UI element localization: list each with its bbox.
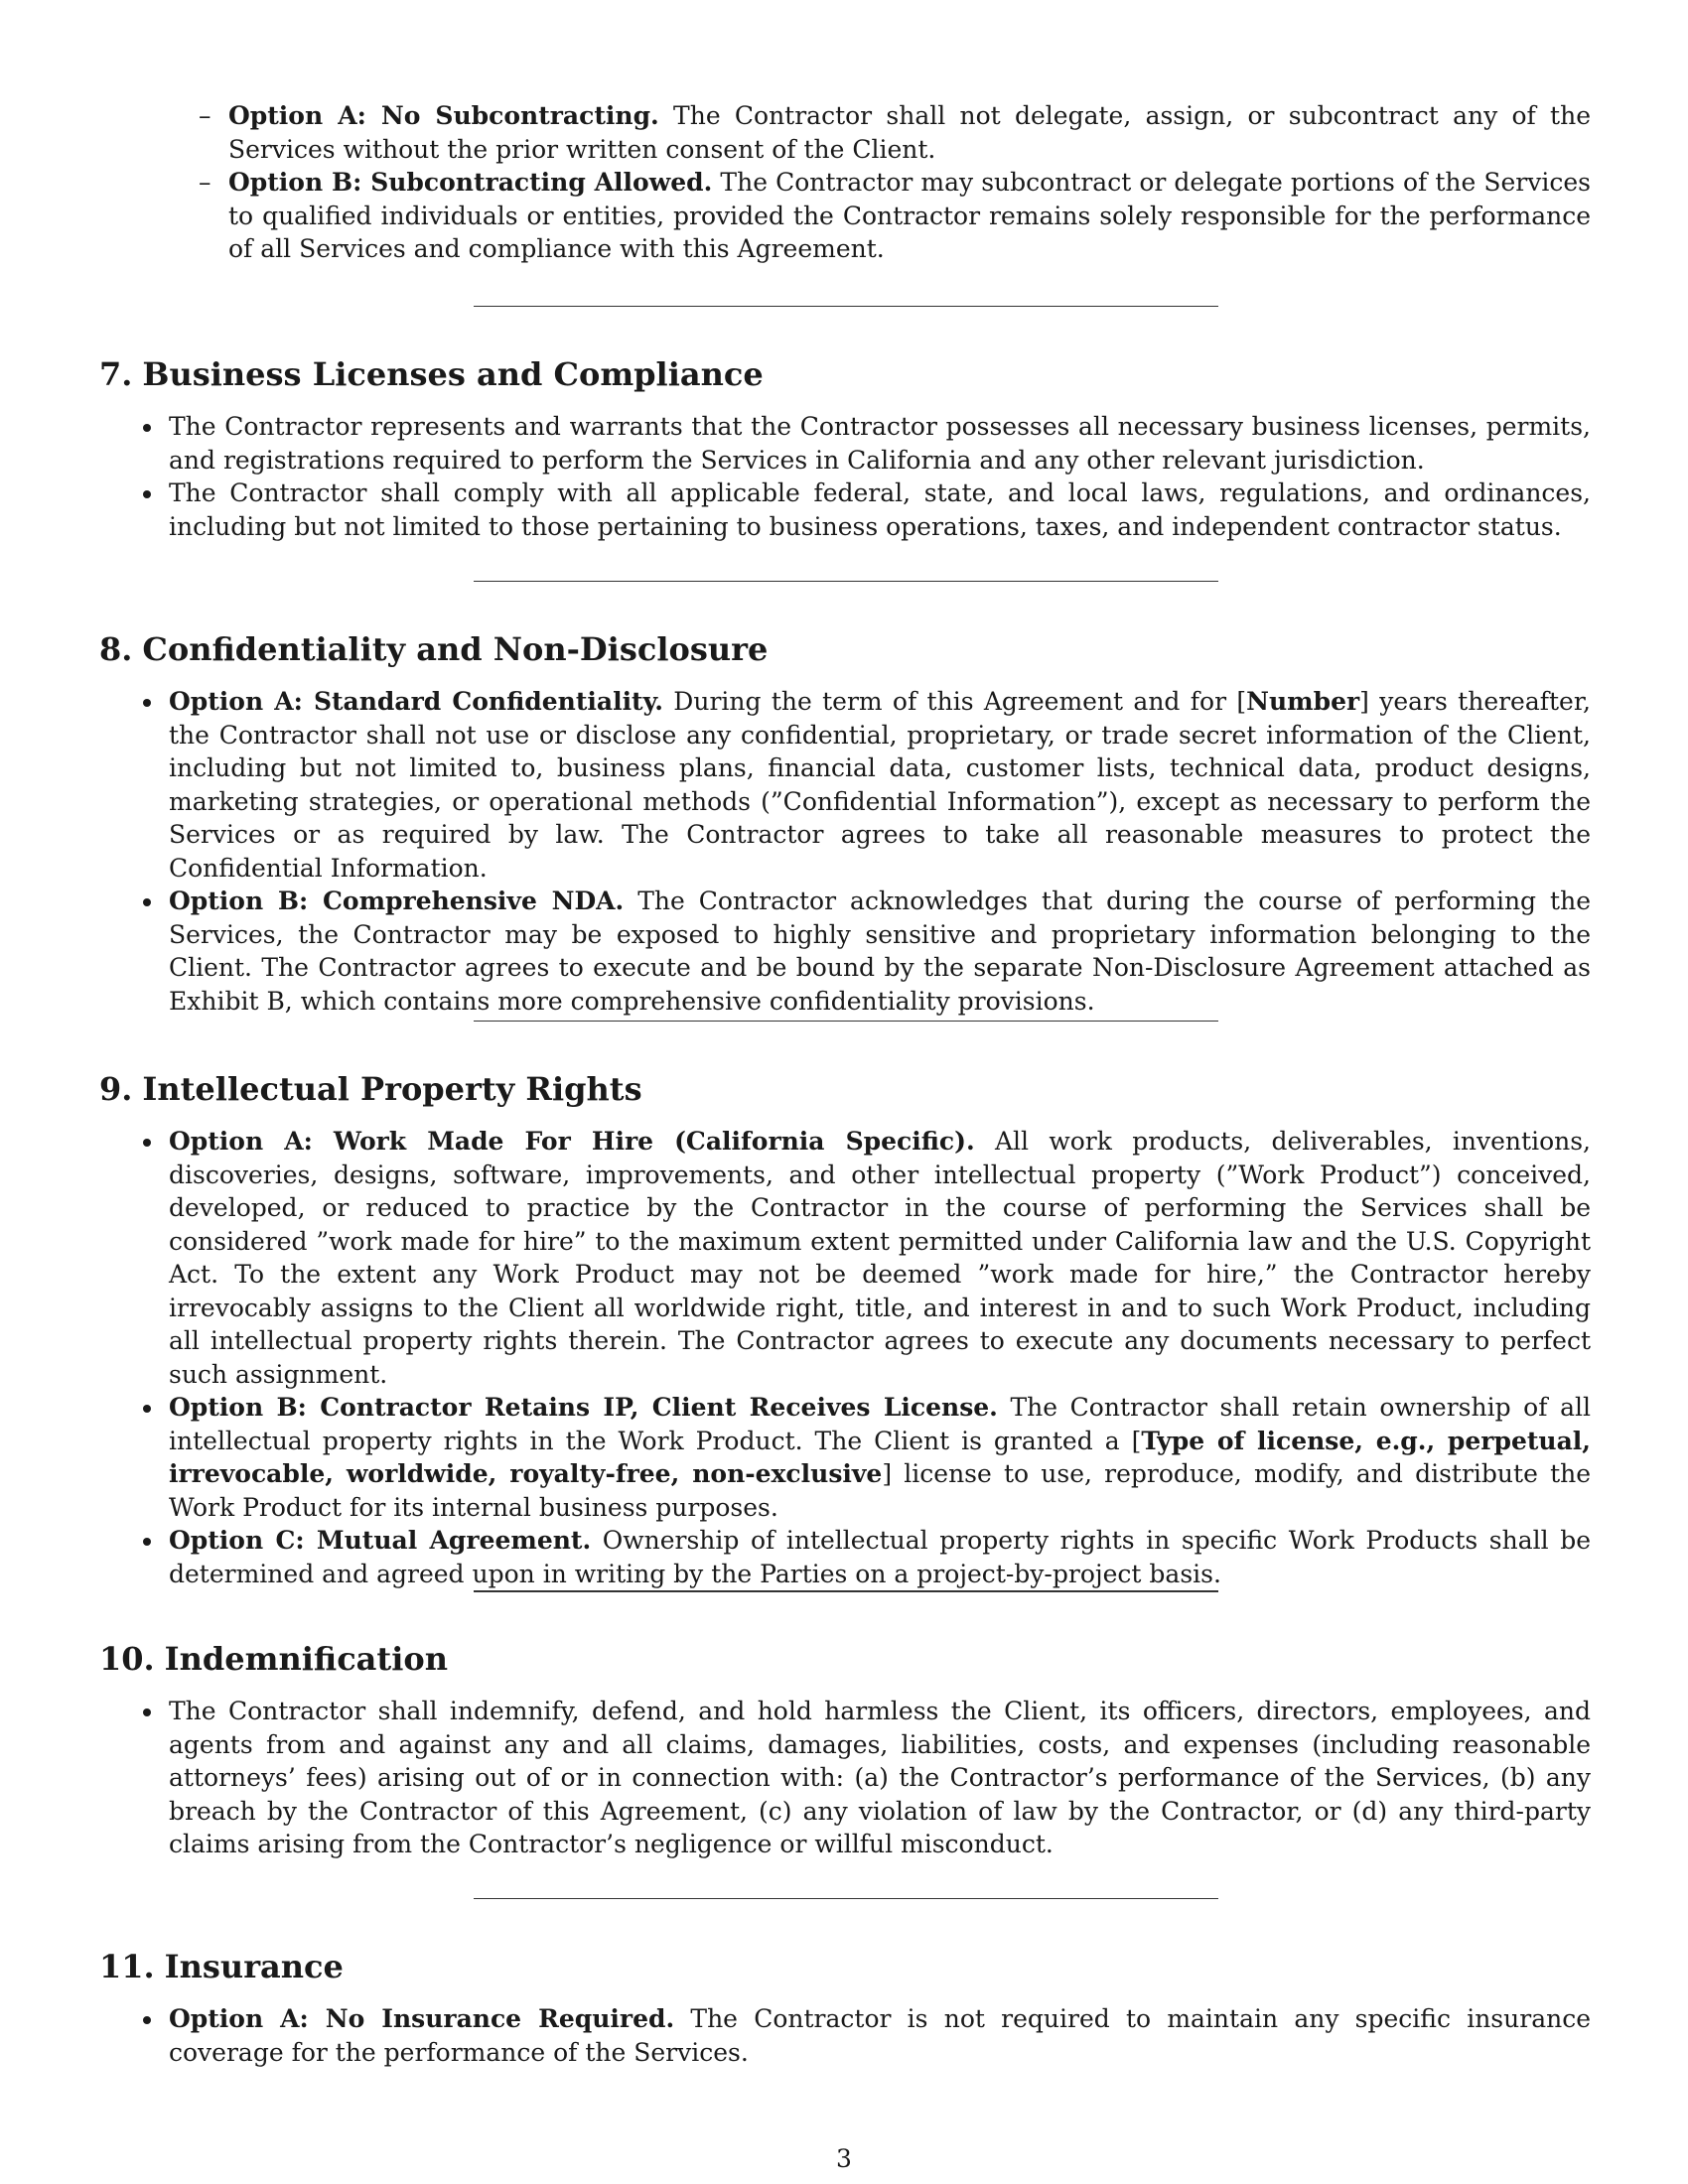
subcontracting-options [199, 99, 1592, 266]
option-text: The Contractor acknowledges that during the course of performing the Services, the Contractor may be exposed to highly sensitive and proprietary information belonging to the Client. The Contractor agrees to execute and be bound by the separate Non-Disclosure Agreement attached as Exhibit B, which contains more comprehensive confidentiality provisions. [169, 887, 1591, 1016]
option-label: Option A: Standard Confidentiality. [169, 687, 663, 716]
option-text: Ownership of intellectual property rights in specific Work Products shall be determined and agreed upon in writing by the Parties on a project-by-project basis. [169, 1526, 1591, 1588]
dash-marker: – [199, 101, 211, 130]
bullet-marker [143, 2016, 151, 2024]
bullet-marker [143, 898, 151, 906]
section-title: Business Licenses and Compliance [142, 355, 764, 393]
bullet-text: The Contractor shall indemnify, defend, and hold harmless the Client, its officers, directors, employees, and agents from and against any and all claims, damages, liabilities, costs, and expenses (including reasonable attorneys’ fees) arising out of or in connection with: (a) the Contractor’s performance of the Services, (b) any breach by the Contractor of this Agreement, (c) any violation of law by the Contractor, or (d) any third-party claims arising from the Contractor’s negligence or willful misconduct. [169, 1697, 1591, 1858]
section-heading-9 [99, 1069, 642, 1109]
option-label: Option B: Comprehensive NDA. [169, 887, 625, 915]
section-7-list [169, 410, 1591, 543]
option-text: The Contractor may subcontract or delegate portions of the Services to qualified individuals or entities, provided the Contractor remains solely responsible for the performance of all Services and compliance with this Agreement. [228, 168, 1591, 263]
section-8-list [169, 685, 1591, 1018]
list-item [199, 166, 1591, 266]
section-number: 10. [99, 1640, 155, 1678]
list-item [169, 1524, 1591, 1590]
option-text: During the term of this Agreement and for [ [662, 687, 1247, 716]
list-item [169, 885, 1591, 1018]
section-heading-11 [99, 1947, 344, 1986]
section-divider [474, 1590, 1218, 1592]
section-heading-8 [99, 629, 768, 669]
bullet-marker [143, 1538, 151, 1546]
list-item [169, 1695, 1591, 1861]
section-title: Insurance [164, 1948, 344, 1985]
bullet-marker [143, 424, 151, 432]
bullet-marker [143, 699, 151, 707]
list-item [169, 685, 1591, 885]
section-number: 7. [99, 355, 133, 393]
option-text: ] years thereafter, the Contractor shall not use or disclose any confidential, proprietary, or trade secret information of the Client, including but not limited to, business plans, financial data, customer lists, technical data, product designs, marketing strategies, or operational methods (”Confidential Information”), except as necessary to perform the Services or as required by law. The Contractor agrees to take all reasonable measures to protect the Confidential Information. [169, 687, 1592, 883]
page-number: 3 [836, 2144, 852, 2173]
section-divider [474, 1898, 1218, 1899]
placeholder-field: Number [1246, 687, 1360, 716]
section-title: Confidentiality and Non-Disclosure [142, 630, 769, 668]
option-text: ] license to use, reproduce, modify, and distribute the Work Product for its internal business purposes. [169, 1459, 1592, 1522]
section-heading-10 [99, 1639, 448, 1679]
bullet-marker [143, 490, 151, 498]
section-title: Intellectual Property Rights [142, 1070, 642, 1108]
list-item [169, 2002, 1591, 2069]
section-11-list [169, 2002, 1591, 2069]
section-heading-7 [99, 354, 764, 394]
option-text: The Contractor is not required to maintain any specific insurance coverage for the performance of the Services. [169, 2004, 1591, 2067]
option-text: The Contractor shall not delegate, assign, or subcontract any of the Services without the prior written consent of the Client. [228, 101, 1592, 164]
section-title: Indemnification [164, 1640, 448, 1678]
section-divider [474, 581, 1218, 582]
list-item [169, 1125, 1591, 1391]
option-label: Option A: No Subcontracting. [228, 101, 659, 130]
list-item [169, 477, 1591, 543]
dash-marker: – [199, 168, 211, 197]
section-number: 8. [99, 630, 133, 668]
bullet-marker [143, 1708, 151, 1716]
section-10-list [169, 1695, 1591, 1861]
list-item [169, 410, 1591, 477]
option-text: All work products, deliverables, inventions, discoveries, designs, software, improvements, and other intellectual property (”Work Product”) conceived, developed, or reduced to practice by the Contractor in the course of performing the Services shall be considered ”work made for hire” to the maximum extent permitted under California law and the U.S. Copyright Act. To the extent any Work Product may not be deemed ”work made for hire,” the Contractor hereby irrevocably assigns to the Client all worldwide right, title, and interest in and to such Work Product, including all intellectual property rights therein. The Contractor agrees to execute any documents necessary to perfect such assignment. [169, 1127, 1592, 1389]
option-label: Option B: Contractor Retains IP, Client Receives License. [169, 1393, 998, 1422]
placeholder-field: Type of license, e.g., perpetual, irrevocable, worldwide, royalty-free, non-exclusive [169, 1426, 1591, 1488]
option-label: Option C: Mutual Agreement. [169, 1526, 592, 1555]
bullet-marker [143, 1405, 151, 1413]
section-number: 9. [99, 1070, 133, 1108]
section-number: 11. [99, 1948, 155, 1985]
bullet-marker [143, 1139, 151, 1147]
option-text: The Contractor shall retain ownership of all intellectual property rights in the Work Product. The Client is granted a [ [169, 1393, 1591, 1455]
option-label: Option A: Work Made For Hire (California Specific). [169, 1127, 975, 1156]
section-9-list [169, 1125, 1591, 1590]
section-divider [474, 306, 1218, 307]
list-item [199, 99, 1592, 166]
option-label: Option A: No Insurance Required. [169, 2004, 675, 2033]
list-item [169, 1391, 1591, 1524]
bullet-text: The Contractor shall comply with all applicable federal, state, and local laws, regulations, and ordinances, including but not limited to those pertaining to business operations, taxes, and independent contractor status. [169, 478, 1591, 541]
option-label: Option B: Subcontracting Allowed. [228, 168, 713, 197]
section-divider [474, 1021, 1218, 1022]
bullet-text: The Contractor represents and warrants that the Contractor possesses all necessary business licenses, permits, and registrations required to perform the Services in California and any other relevant jurisdiction. [169, 412, 1591, 475]
